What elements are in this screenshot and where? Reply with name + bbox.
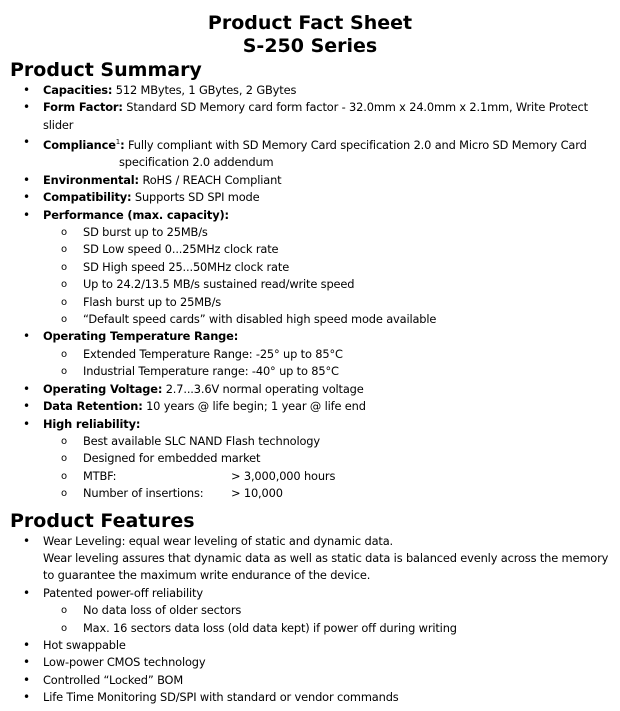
temperature-label: Operating Temperature Range:	[43, 329, 239, 344]
features-list	[0, 533, 620, 707]
mtbf-value: > 3,000,000 hours	[231, 468, 336, 483]
footnote-marker: 1	[115, 138, 121, 147]
retention-value: 10 years @ life begin; 1 year @ life end	[142, 399, 366, 414]
sub-list-item: o Flash burst up to 25MB/s	[83, 294, 620, 311]
environmental-value: RoHS / REACH Compliant	[138, 172, 282, 187]
wear-leveling-line3: to guarantee the maximum write endurance of the device.	[43, 568, 371, 583]
list-item: • Low-power CMOS technology	[43, 654, 620, 671]
wear-leveling-line1: • Wear Leveling: equal wear leveling of static and dynamic data.	[43, 533, 394, 548]
list-item: • Life Time Monitoring SD/SPI with standard or vendor commands	[43, 689, 620, 706]
sub-list-item	[83, 468, 620, 485]
list-item	[43, 328, 620, 380]
capacities-label: Capacities:	[43, 83, 113, 97]
compliance-value-cont: specification 2.0 addendum	[119, 155, 274, 170]
form-factor-value: Standard SD Memory card form factor - 32.0mm x 24.0mm x 2.1mm, Write Protect slider	[43, 100, 588, 132]
sub-list-item: o Best available SLC NAND Flash technology	[83, 433, 620, 450]
compatibility-label: Compatibility:	[43, 190, 132, 205]
compliance-label: Compliance	[43, 138, 116, 153]
list-item	[43, 585, 620, 637]
power-off-sublist	[43, 602, 620, 637]
sub-list-item	[83, 485, 620, 502]
list-item	[43, 134, 620, 172]
insertions-value: > 10,000	[231, 486, 283, 501]
performance-sublist	[43, 224, 620, 328]
sub-list-item: o Extended Temperature Range: -25° up to 85°C	[83, 346, 620, 363]
sub-list-item: o Industrial Temperature range: -40° up to 85°C	[83, 363, 620, 380]
list-item: • Controlled “Locked” BOM	[43, 672, 620, 689]
title-block	[0, 0, 620, 58]
list-item	[43, 416, 620, 503]
voltage-label: Operating Voltage:	[43, 381, 163, 396]
capacities-value: 512 MBytes, 1 GBytes, 2 GBytes	[112, 83, 297, 97]
list-item	[43, 533, 620, 585]
form-factor-label: Form Factor:	[43, 100, 123, 115]
list-item	[43, 189, 620, 206]
retention-label: Data Retention:	[43, 399, 143, 414]
sub-list-item: o Max. 16 sectors data loss (old data kept) if power off during writing	[83, 620, 620, 637]
sub-list-item: o Designed for embedded market	[83, 450, 620, 467]
list-item	[43, 99, 620, 134]
compatibility-value: Supports SD SPI mode	[131, 190, 260, 205]
list-item	[43, 398, 620, 415]
performance-label: Performance (max. capacity):	[43, 207, 229, 222]
compliance-value: Fully compliant with SD Memory Card specification 2.0 and Micro SD Memory Card	[124, 138, 587, 153]
sub-list-item: o SD High speed 25...50MHz clock rate	[83, 259, 620, 276]
environmental-label: Environmental:	[43, 172, 139, 187]
voltage-value: 2.7...3.6V normal operating voltage	[162, 381, 364, 396]
power-off-label: Patented power-off reliability	[43, 585, 203, 600]
reliability-label: High reliability:	[43, 416, 141, 431]
list-item	[43, 381, 620, 398]
sub-list-item: o “Default speed cards” with disabled high speed mode available	[83, 311, 620, 328]
list-item	[43, 207, 620, 329]
list-item	[43, 172, 620, 189]
sub-list-item: o No data loss of older sectors	[83, 602, 620, 619]
summary-heading: Product Summary	[10, 59, 202, 81]
sub-list-item: o Up to 24.2/13.5 MB/s sustained read/write speed	[83, 276, 620, 293]
wear-leveling-line2: Wear leveling assures that dynamic data as well as static data is balanced evenly across the memory	[43, 550, 609, 565]
page-title: Product Fact Sheet	[207, 12, 413, 34]
insertions-label: Number of insertions:	[83, 486, 204, 501]
list-item	[43, 82, 620, 99]
sub-list-item: o SD burst up to 25MB/s	[83, 224, 620, 241]
mtbf-label: MTBF:	[83, 468, 117, 483]
page-subtitle: S-250 Series	[242, 35, 378, 57]
sub-list-item: o SD Low speed 0...25MHz clock rate	[83, 241, 620, 258]
list-item: • Hot swappable	[43, 637, 620, 654]
compliance-colon: :	[120, 138, 125, 153]
summary-list	[0, 82, 620, 503]
features-heading: Product Features	[10, 509, 195, 532]
reliability-sublist	[43, 433, 620, 503]
temperature-sublist	[43, 346, 620, 381]
